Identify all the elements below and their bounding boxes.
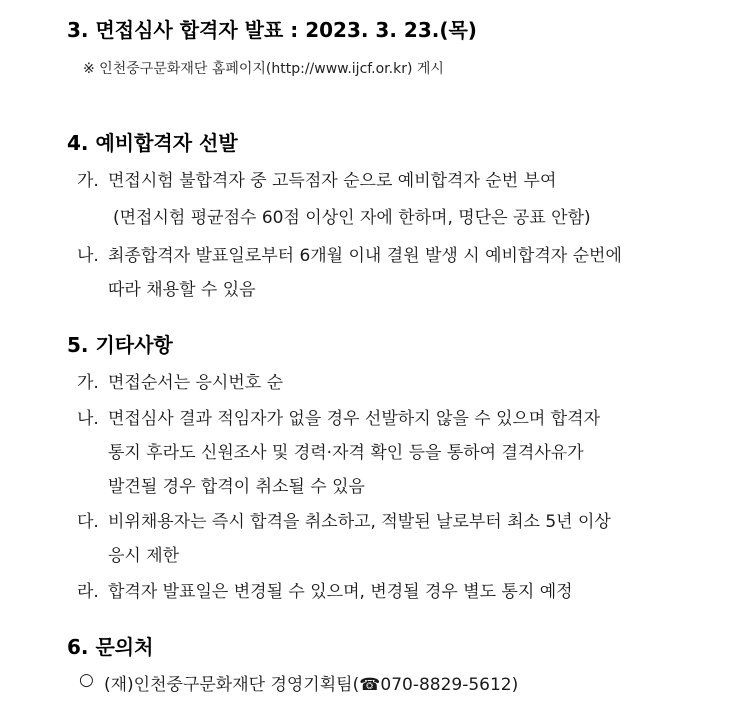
section-6-heading: 6. 문의처 [67,635,154,659]
section-4-item-b-text: 최종합격자 발표일로부터 6개월 이내 결원 발생 시 예비합격자 순번에 [108,246,622,266]
contact-info: (재)인천중구문화재단 경영기획팀(☎070-8829-5612) [104,675,519,695]
section-5-item-b-marker: 나. [77,409,99,429]
section-4-heading: 4. 예비합격자 선발 [67,131,238,155]
section-4-item-b-text-cont: 따라 채용할 수 있음 [108,280,256,300]
section-4-item-a-marker: 가. [77,171,99,191]
section-5-item-b-text-cont2: 발견될 경우 합격이 취소될 수 있음 [108,477,365,497]
section-5-heading: 5. 기타사항 [67,333,173,357]
section-5-item-d-text: 합격자 발표일은 변경될 수 있으며, 변경될 경우 별도 통지 예정 [108,582,573,602]
section-5-item-b-text-cont1: 통지 후라도 신원조사 및 경력·자격 확인 등을 통하여 결격사유가 [108,443,584,463]
section-4-item-b-marker: 나. [77,246,99,266]
section-5-item-a-text: 면접순서는 응시번호 순 [108,373,284,393]
section-5-item-c-text: 비위채용자는 즉시 합격을 취소하고, 적발된 날로부터 최소 5년 이상 [108,512,611,532]
section-3-note: ※ 인천중구문화재단 홈페이지(http://www.ijcf.or.kr) 게시 [83,61,444,77]
section-4-item-a-text: 면접시험 불합격자 중 고득점자 순으로 예비합격자 순번 부여 [108,171,557,191]
section-5-item-c-marker: 다. [77,512,99,532]
contact-bullet-icon: ○ [79,670,94,690]
section-4-item-a-subtext: (면접시험 평균점수 60점 이상인 자에 한하며, 명단은 공표 안함) [113,208,591,228]
section-3-heading: 3. 면접심사 합격자 발표 : 2023. 3. 23.(목) [67,18,477,42]
section-5-item-b-text: 면접심사 결과 적임자가 없을 경우 선발하지 않을 수 있으며 합격자 [108,409,601,429]
section-5-item-d-marker: 라. [77,582,99,602]
section-5-item-a-marker: 가. [77,373,99,393]
section-5-item-c-text-cont: 응시 제한 [108,546,180,566]
